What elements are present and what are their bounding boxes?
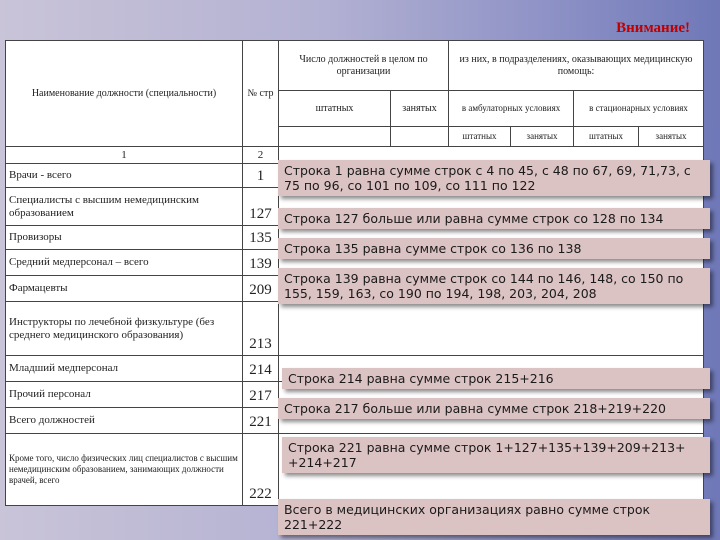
column-index-1: 1 — [6, 147, 243, 164]
validation-note-row-1: Строка 1 равна сумме строк с 4 по 45, с 48 по 67, 69, 71,73, с 75 по 96, со 101 по 109, со 111 по 122 — [278, 160, 710, 196]
validation-note-total: Всего в медицинских организациях равно сумме строк 221+222 — [278, 499, 710, 535]
validation-note-row-127: Строка 127 больше или равна сумме строк со 128 по 134 — [278, 208, 710, 229]
header-occupied: занятых — [391, 91, 449, 127]
row-name: Провизоры — [6, 226, 243, 250]
validation-note-row-135: Строка 135 равна сумме строк со 136 по 138 — [278, 238, 710, 259]
row-name: Всего должностей — [6, 408, 243, 434]
validation-note-row-214: Строка 214 равна сумме строк 215+216 — [282, 368, 710, 389]
validation-note-row-139: Строка 139 равна сумме строк со 144 по 146, 148, со 150 по 155, 159, 163, со 190 по 194, 198, 203, 204, 208 — [278, 268, 710, 304]
row-name: Средний медперсонал – всего — [6, 250, 243, 276]
row-number: 127 — [243, 188, 279, 226]
header-sub-staff-inpatient: штатных — [574, 127, 639, 147]
header-staff: штатных — [279, 91, 391, 127]
row-number: 213 — [243, 302, 279, 356]
warning-title: Внимание! — [616, 20, 690, 36]
row-number: 222 — [243, 434, 279, 506]
row-name: Младший медперсонал — [6, 356, 243, 382]
validation-note-row-221: Строка 221 равна сумме строк 1+127+135+139+209+213+ +214+217 — [282, 437, 710, 473]
header-outpatient: в амбулаторных условиях — [449, 91, 574, 127]
row-number: 217 — [243, 382, 279, 408]
row-name: Прочий персонал — [6, 382, 243, 408]
header-spacer — [279, 127, 391, 147]
row-number: 135 — [243, 226, 279, 250]
header-sub-occupied-inpatient: занятых — [639, 127, 704, 147]
row-name: Кроме того, число физических лиц специалистов с высшим немедицинским образованием, занимающих должности врачей, всего — [6, 434, 243, 506]
header-name-col: Наименование должности (специальности) — [6, 41, 243, 147]
header-subdivision-group: из них, в подразделениях, оказывающих медицинскую помощь: — [449, 41, 704, 91]
row-number: 214 — [243, 356, 279, 382]
column-index-2: 2 — [243, 147, 279, 164]
header-row-no-col: № стр — [243, 41, 279, 147]
row-name: Врачи - всего — [6, 164, 243, 188]
row-number: 139 — [243, 250, 279, 276]
row-name: Специалисты с высшим немедицинским образованием — [6, 188, 243, 226]
row-name: Фармацевты — [6, 276, 243, 302]
header-spacer — [391, 127, 449, 147]
header-inpatient: в стационарных условиях — [574, 91, 704, 127]
header-sub-occupied-outpatient: занятых — [511, 127, 574, 147]
validation-note-row-217: Строка 217 больше или равна сумме строк 218+219+220 — [278, 398, 710, 419]
row-number: 209 — [243, 276, 279, 302]
header-sub-staff-outpatient: штатных — [449, 127, 511, 147]
row-number: 221 — [243, 408, 279, 434]
row-number: 1 — [243, 164, 279, 188]
header-total-group: Число должностей в целом по организации — [279, 41, 449, 91]
row-name: Инструкторы по лечебной физкультуре (без среднего медицинского образования) — [6, 302, 243, 356]
